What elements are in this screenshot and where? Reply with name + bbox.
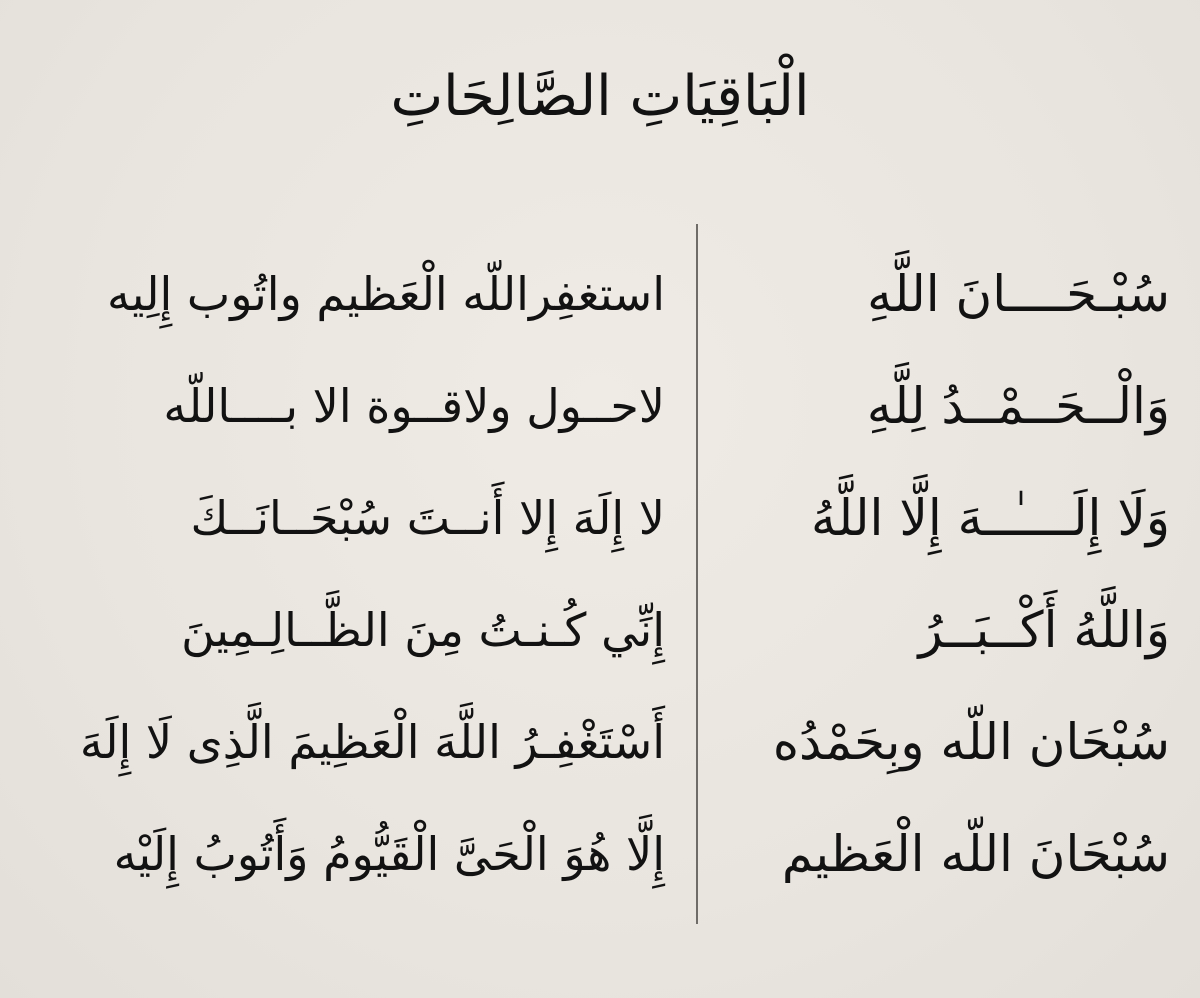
right-line: وَاللَّهُ أَكْــبَــرُ	[918, 601, 1170, 659]
column-divider	[696, 224, 698, 924]
right-line: وَالْــحَــمْــدُ لِلَّهِ	[866, 377, 1170, 435]
left-line: استغفِراللّه الْعَظيم واتُوب إِلِيه	[106, 267, 665, 321]
right-column	[730, 238, 1170, 910]
left-line: إِنِّي كُـنـتُ مِنَ الظَّــالِـمِينَ	[181, 603, 665, 657]
left-line: لاحــول ولاقــوة الا بــــاللّه	[163, 379, 665, 433]
left-line: لا إِلَهَ إِلا أَنــتَ سُبْحَــانَــكَ	[190, 491, 665, 545]
left-line: إِلَّا هُوَ الْحَىَّ الْقَيُّومُ وَأَتُوبُ إِلَيْه	[113, 827, 665, 881]
left-line: أَسْتَغْفِـرُ اللَّهَ الْعَظِيمَ الَّذِى لَا إِلَهَ	[79, 715, 665, 769]
right-line: سُبْـحَــــانَ اللَّهِ	[867, 265, 1170, 323]
right-line: سُبْحَانَ اللّه الْعَظيم	[781, 825, 1170, 883]
right-line: سُبْحَان اللّه وبِحَمْدُه	[772, 713, 1170, 771]
left-column	[20, 238, 665, 910]
page-title: الْبَاقِيَاتِ الصَّالِحَاتِ	[390, 64, 810, 129]
right-line: وَلَا إِلَــــٰــهَ إِلَّا اللَّهُ	[810, 489, 1170, 547]
